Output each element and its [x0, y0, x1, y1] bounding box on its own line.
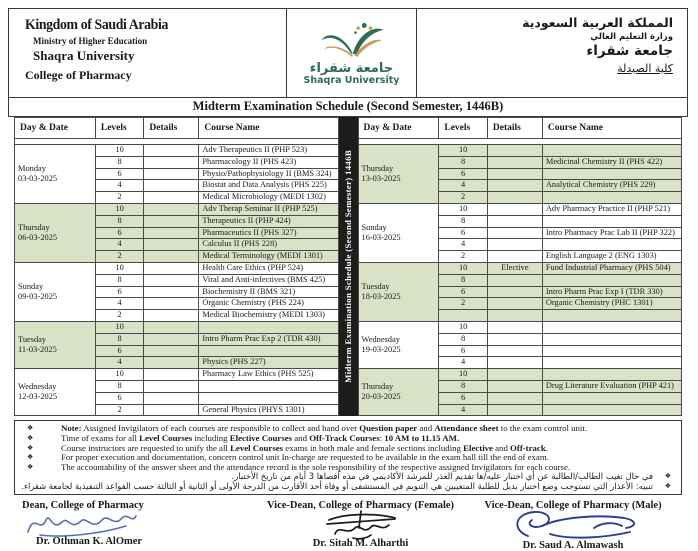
- details-cell: [144, 404, 199, 416]
- course-name-cell: [199, 380, 338, 392]
- schedule-table-left: [14, 117, 339, 416]
- level-cell: 4: [439, 239, 488, 251]
- level-cell: 8: [95, 274, 144, 286]
- level-cell: 6: [439, 392, 488, 404]
- level-cell: 10: [95, 262, 144, 274]
- level-cell: 6: [439, 286, 488, 298]
- details-cell: [144, 274, 199, 286]
- details-cell: [487, 239, 542, 251]
- course-name-cell: Pharmacology II (PHS 423): [199, 156, 338, 168]
- vice-dean-male-name: Dr. Saud A. Almawash: [522, 539, 624, 551]
- course-name-cell: [199, 345, 338, 357]
- note-line-arabic: [21, 482, 675, 492]
- vice-dean-female-signature: [319, 508, 403, 542]
- schedule-title: Midterm Examination Schedule (Second Semester, 1446B): [8, 98, 688, 117]
- diamond-bullet-icon: ❖: [27, 453, 34, 462]
- note-text: Time of exams for all Level Courses including Elective Courses and Off-Track Courses: 10 AM to 11.15 AM.: [61, 432, 460, 443]
- course-name-cell: [542, 321, 681, 333]
- course-name-cell: Intro Pharmacy Prac Lab II (PHP 322): [542, 227, 681, 239]
- course-name-cell: Biostat and Data Analysis (PHS 225): [199, 180, 338, 192]
- details-cell: [487, 192, 542, 204]
- table-header-row: [15, 118, 339, 139]
- level-cell: 10: [439, 203, 488, 215]
- level-cell: 8: [439, 156, 488, 168]
- details-cell: [144, 145, 199, 157]
- level-cell: 8: [95, 333, 144, 345]
- course-name-cell: [542, 168, 681, 180]
- vice-dean-male-signature: [498, 508, 648, 544]
- day-date-cell: Tuesday 11-03-2025: [15, 321, 96, 368]
- university-name-arabic: جامعة شقراء: [586, 43, 673, 59]
- details-cell: [487, 321, 542, 333]
- course-name-cell: [542, 145, 681, 157]
- level-cell: 2: [439, 298, 488, 310]
- level-cell: 4: [439, 404, 488, 416]
- note-text: For proper execution and documentation, concern control unit In-charge are requested to be available in the exam hall till the end of exam.: [61, 452, 549, 463]
- course-name-cell: [542, 345, 681, 357]
- details-cell: [144, 215, 199, 227]
- course-name-cell: [542, 310, 681, 322]
- details-cell: [144, 380, 199, 392]
- details-cell: [144, 321, 199, 333]
- course-name-cell: Adv Therap Seminar II (PHP 525): [199, 203, 338, 215]
- course-name-cell: Viral and Anti-infectives (BMS 425): [199, 274, 338, 286]
- course-name-cell: Intro Pharm Prac Exp I (TDR 330): [542, 286, 681, 298]
- course-name-cell: Organic Chemistry (PHS 224): [199, 298, 338, 310]
- day-date-cell: Thursday 13-03-2025: [358, 145, 439, 204]
- level-cell: 2: [95, 404, 144, 416]
- level-cell: 2: [95, 192, 144, 204]
- level-cell: 4: [95, 180, 144, 192]
- level-cell: 4: [95, 239, 144, 251]
- course-name-cell: Analytical Chemistry (PHS 229): [542, 180, 681, 192]
- course-name-cell: [542, 274, 681, 286]
- course-name-cell: Medicinal Chemistry II (PHS 422): [542, 156, 681, 168]
- details-cell: [144, 239, 199, 251]
- course-name-cell: General Physics (PHYS 1301): [199, 404, 338, 416]
- level-cell: 6: [95, 227, 144, 239]
- level-cell: 6: [95, 392, 144, 404]
- details-cell: [144, 192, 199, 204]
- note-text-arabic: تنبيه: الأعذار التي تستوجب وضع اختبار بديل للطلبة المتغيبين هي التنويم في المستشفى أو وفاة أحد الأقارب من الدرجة الأولى أو الثانية أو الثالثة حسب القواعد التنفيذية لجامعة شقراء.: [21, 481, 653, 492]
- college-name: College of Pharmacy: [25, 68, 132, 82]
- level-cell: 10: [95, 321, 144, 333]
- details-cell: [144, 333, 199, 345]
- column-header-levels: Levels: [439, 118, 488, 139]
- course-name-cell: Medical Biochemistry (MEDI 1303): [199, 310, 338, 322]
- country-name-arabic: المملكة العربية السعودية: [522, 15, 673, 30]
- vice-dean-female-name: Dr. Sitah M. Alharthi: [312, 537, 409, 549]
- course-name-cell: [542, 192, 681, 204]
- column-header-day-date: Day & Date: [358, 118, 439, 139]
- level-cell: 8: [439, 215, 488, 227]
- table-header-row: [358, 118, 682, 139]
- day-date-cell: Wednesday 19-03-2025: [358, 321, 439, 368]
- level-cell: 6: [95, 345, 144, 357]
- course-name-cell: [199, 392, 338, 404]
- column-header-levels: Levels: [95, 118, 144, 139]
- course-name-cell: English Language 2 (ENG 1303): [542, 251, 681, 263]
- level-cell: 2: [439, 192, 488, 204]
- details-cell: [487, 168, 542, 180]
- level-cell: 6: [95, 168, 144, 180]
- course-name-cell: Physics (PHS 227): [199, 357, 338, 369]
- details-cell: [144, 357, 199, 369]
- vice-dean-male-title: Vice-Dean, College of Pharmacy (Male): [484, 499, 662, 511]
- column-header-course-name: Course Name: [542, 118, 681, 139]
- diamond-bullet-icon: ❖: [27, 433, 34, 442]
- day-date-cell: Wednesday 12-03-2025: [15, 369, 96, 416]
- column-header-details: Details: [144, 118, 199, 139]
- course-name-cell: Organic Chemistry (PHC 1301): [542, 298, 681, 310]
- course-name-cell: Adv Therapeutics II (PHP 523): [199, 145, 338, 157]
- ministry-name-arabic: وزارة التعليم العالي: [590, 32, 673, 42]
- details-cell: [144, 369, 199, 381]
- table-row: [15, 145, 339, 157]
- table-row: [15, 321, 339, 333]
- table-row: [358, 145, 682, 157]
- notes-box: [14, 420, 682, 495]
- level-cell: 8: [95, 215, 144, 227]
- table-row: [15, 262, 339, 274]
- details-cell: [487, 380, 542, 392]
- diamond-bullet-icon: ❖: [27, 462, 34, 471]
- dean-title: Dean, College of Pharmacy: [22, 499, 144, 511]
- level-cell: 8: [95, 380, 144, 392]
- details-cell: [487, 392, 542, 404]
- logo-cell: [287, 9, 417, 97]
- level-cell: 6: [439, 345, 488, 357]
- level-cell: 6: [95, 286, 144, 298]
- course-name-cell: Adv Pharmacy Practice II (PHP 521): [542, 203, 681, 215]
- details-cell: [487, 274, 542, 286]
- course-name-cell: Medical Terminology (MEDI 1301): [199, 251, 338, 263]
- level-cell: 4: [439, 357, 488, 369]
- details-cell: [487, 310, 542, 322]
- details-cell: [144, 310, 199, 322]
- course-name-cell: [542, 215, 681, 227]
- details-cell: [487, 333, 542, 345]
- details-cell: [487, 251, 542, 263]
- course-name-cell: [542, 404, 681, 416]
- note-text: Note: Assigned Invigilators of each courses are responsible to collect and hand over Question paper and Attendance sheet to the exam control unit.: [61, 423, 588, 434]
- day-date-cell: Sunday 16-03-2025: [358, 203, 439, 262]
- details-cell: [144, 286, 199, 298]
- dean-name: Dr. Othman K. AlOmer: [36, 535, 143, 547]
- details-cell: [487, 145, 542, 157]
- details-cell: [487, 215, 542, 227]
- level-cell: 4: [95, 298, 144, 310]
- course-name-cell: [542, 392, 681, 404]
- day-date-cell: Thursday 20-03-2025: [358, 369, 439, 416]
- details-cell: [487, 203, 542, 215]
- details-cell: [144, 156, 199, 168]
- details-cell: [487, 357, 542, 369]
- vice-dean-female-title: Vice-Dean, College of Pharmacy (Female): [266, 499, 455, 511]
- vice-dean-female-signature-block: [253, 500, 468, 551]
- course-name-cell: Biochemistry II (BMS 321): [199, 286, 338, 298]
- level-cell: 2: [95, 251, 144, 263]
- table-row: [15, 369, 339, 381]
- level-cell: 10: [95, 145, 144, 157]
- course-name-cell: Fund Industrial Pharmacy (PHS 504): [542, 262, 681, 274]
- course-name-cell: [542, 239, 681, 251]
- ministry-name: Ministry of Higher Education: [33, 36, 148, 46]
- level-cell: 10: [439, 369, 488, 381]
- level-cell: 10: [439, 262, 488, 274]
- vertical-banner: [339, 117, 358, 416]
- diamond-bullet-icon: ❖: [27, 424, 34, 433]
- course-name-cell: Therapeutics II (PHP 424): [199, 215, 338, 227]
- note-text-arabic: في حال تغيب الطالب/الطالبة عن أي اختبار عليه/ها تقديم العذر للمرشد الأكاديمي في مده أقصاها 3 أيام من تاريخ الأختبار.: [231, 471, 653, 482]
- level-cell: 10: [439, 321, 488, 333]
- vertical-banner-text: Midterm Examination Schedule (Second Semester) 1446B: [343, 150, 353, 384]
- day-date-cell: Tuesday 18-03-2025: [358, 262, 439, 321]
- course-name-cell: [542, 369, 681, 381]
- details-cell: [487, 345, 542, 357]
- note-text: Course instructors are requested to unify the all Level Courses exams in both male and female sections including Elective and Off-track.: [61, 442, 548, 453]
- course-name-cell: [542, 357, 681, 369]
- signature-section: [18, 500, 678, 551]
- course-name-cell: Physio/Pathophysiology II (BMS 324): [199, 168, 338, 180]
- level-cell: [439, 310, 488, 322]
- day-date-cell: Sunday 09-03-2025: [15, 262, 96, 321]
- level-cell: 8: [439, 380, 488, 392]
- university-name: Shaqra University: [33, 48, 135, 63]
- course-name-cell: Drug Literature Evaluation (PHP 421): [542, 380, 681, 392]
- details-cell: [144, 345, 199, 357]
- level-cell: 10: [439, 145, 488, 157]
- details-cell: [487, 156, 542, 168]
- schedule-tables: [14, 117, 682, 416]
- college-name-arabic: كلية الصيدلة: [617, 62, 673, 75]
- header-english-block: [9, 9, 287, 97]
- document-header: [8, 8, 688, 98]
- details-cell: [144, 298, 199, 310]
- diamond-bullet-icon: ❖: [664, 472, 671, 481]
- details-cell: [487, 286, 542, 298]
- schedule-table-right: [358, 117, 683, 416]
- level-cell: 8: [439, 274, 488, 286]
- note-text: The accountability of the answer sheet and the attendance record is the sole responsibility of the respective assigned Invigilators for each course.: [61, 461, 571, 472]
- course-name-cell: Pharmaceutics II (PHS 327): [199, 227, 338, 239]
- details-cell: [487, 180, 542, 192]
- course-name-cell: Intro Pharm Prac Exp 2 (TDR 430): [199, 333, 338, 345]
- details-cell: [144, 180, 199, 192]
- column-header-details: Details: [487, 118, 542, 139]
- details-cell: [144, 262, 199, 274]
- details-cell: [487, 298, 542, 310]
- level-cell: 8: [439, 333, 488, 345]
- level-cell: 10: [95, 203, 144, 215]
- document: [8, 8, 688, 551]
- level-cell: 4: [95, 357, 144, 369]
- course-name-cell: Health Care Ethics (PHP 524): [199, 262, 338, 274]
- column-header-course-name: Course Name: [199, 118, 338, 139]
- level-cell: 2: [439, 251, 488, 263]
- details-cell: [144, 251, 199, 263]
- table-row: [358, 262, 682, 274]
- logo-arabic-name: جامعة شقراء: [309, 60, 394, 76]
- level-cell: 2: [95, 310, 144, 322]
- shaqra-university-logo: [316, 22, 388, 64]
- day-date-cell: Monday 03-03-2025: [15, 145, 96, 204]
- details-cell: [144, 392, 199, 404]
- course-name-cell: Medical Microbiology (MEDI 1302): [199, 192, 338, 204]
- course-name-cell: [542, 333, 681, 345]
- diamond-bullet-icon: ❖: [27, 443, 34, 452]
- header-arabic-block: [417, 9, 687, 97]
- details-cell: [144, 227, 199, 239]
- details-cell: [144, 203, 199, 215]
- details-cell: [487, 369, 542, 381]
- column-header-day-date: Day & Date: [15, 118, 96, 139]
- logo-english-name: Shaqra University: [303, 74, 400, 86]
- table-row: [358, 369, 682, 381]
- country-name: Kingdom of Saudi Arabia: [25, 17, 169, 33]
- table-row: [15, 203, 339, 215]
- day-date-cell: Thursday 06-03-2025: [15, 203, 96, 262]
- table-row: [358, 203, 682, 215]
- dean-signature-block: [18, 500, 253, 551]
- details-cell: [487, 404, 542, 416]
- level-cell: 6: [439, 168, 488, 180]
- level-cell: 10: [95, 369, 144, 381]
- details-cell: [487, 227, 542, 239]
- details-cell: Elective: [487, 262, 542, 274]
- level-cell: 4: [439, 180, 488, 192]
- level-cell: 8: [95, 156, 144, 168]
- vice-dean-male-signature-block: [468, 500, 678, 551]
- level-cell: 6: [439, 227, 488, 239]
- course-name-cell: Calculus II (PHS 228): [199, 239, 338, 251]
- diamond-bullet-icon: ❖: [664, 482, 671, 491]
- course-name-cell: Pharmacy Law Ethics (PHS 525): [199, 369, 338, 381]
- course-name-cell: [199, 321, 338, 333]
- table-row: [358, 321, 682, 333]
- details-cell: [144, 168, 199, 180]
